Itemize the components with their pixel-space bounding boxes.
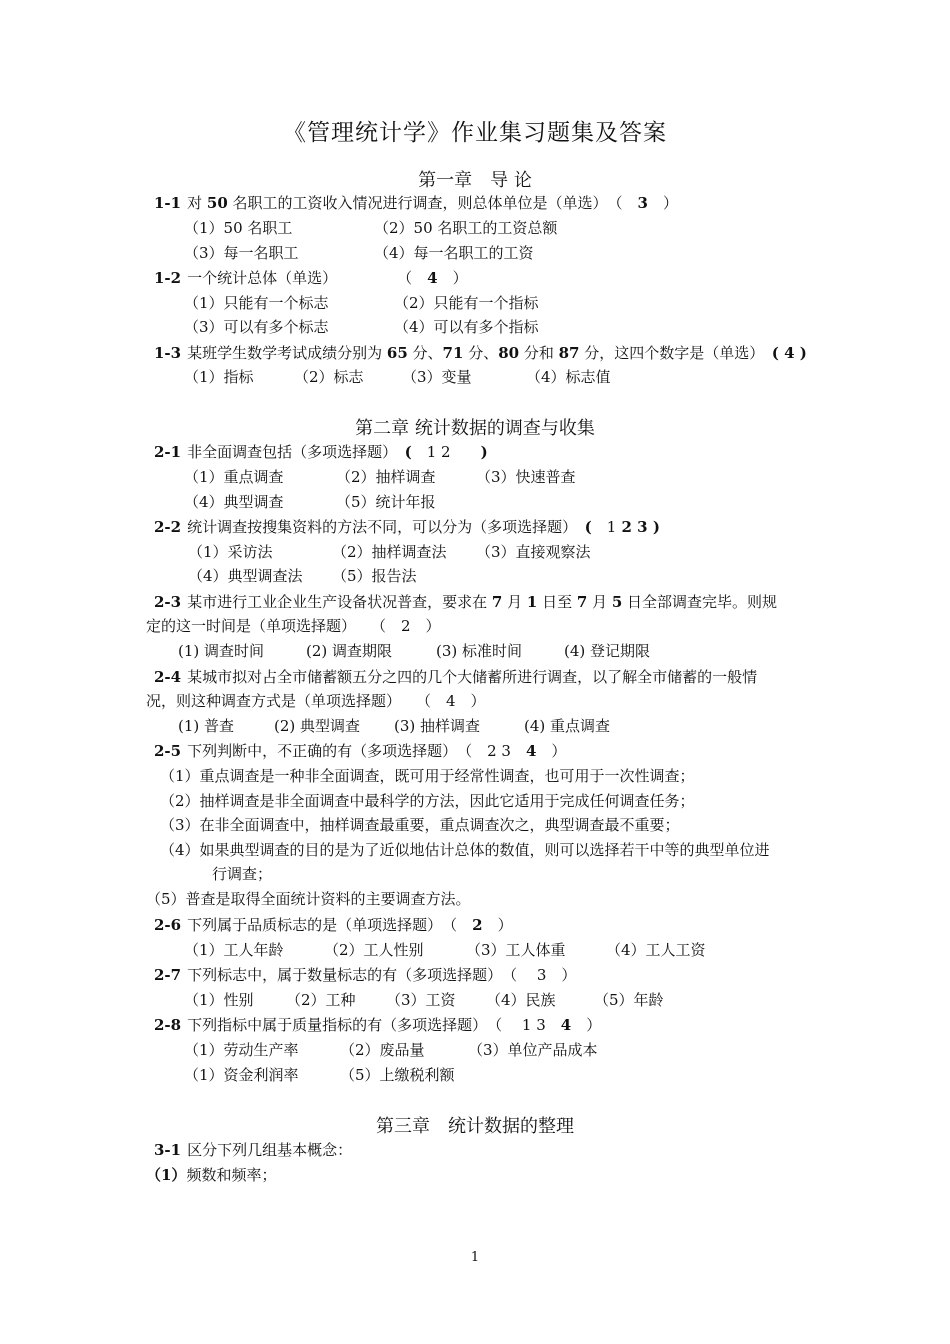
options-row: （1）只能有一个标志 （2）只能有一个指标 <box>184 294 539 312</box>
options-row: （1）资金利润率 （5）上缴税利额 <box>184 1066 455 1084</box>
sub-question: （1）频数和频率； <box>146 1166 277 1184</box>
statement: （2）抽样调查是非全面调查中最科学的方法，因此它适用于完成任何调查任务； <box>160 792 695 810</box>
answer: ( 4 ) <box>771 344 807 362</box>
options-row: （3）可以有多个标志 （4）可以有多个指标 <box>184 318 539 336</box>
question-2-4-continued: 况，则这种调查方式是（单项选择题） （ 4 ） <box>146 692 486 710</box>
chapter-3-heading: 第三章 统计数据的整理 <box>376 1116 574 1137</box>
options-row: (1) 调查时间 (2) 调查期限 (3) 标准时间 (4) 登记期限 <box>178 642 651 660</box>
options-row: （3）每一名职工 （4）每一名职工的工资 <box>184 244 534 262</box>
statement-continued: 行调查； <box>212 865 273 883</box>
question-3-1: 3-1 区分下列几组基本概念： <box>154 1141 353 1159</box>
answer: 2 <box>472 916 483 934</box>
answer: 1 <box>591 518 617 536</box>
statement: （5）普查是取得全面统计资料的主要调查方法。 <box>146 890 471 908</box>
question-1-1: 1-1 对 50 名职工的工资收入情况进行调查，则总体单位是（单选） （ 3 ） <box>154 194 678 212</box>
answer: 3 <box>637 194 648 212</box>
options-row: （4）典型调查法 （5）报告法 <box>188 567 417 585</box>
options-row: （1）50 名职工 （2）50 名职工的工资总额 <box>184 219 558 237</box>
question-2-3-continued: 定的这一时间是（单项选择题） （ 2 ） <box>146 617 441 635</box>
options-row: （1）性别 （2）工种 （3）工资 （4）民族 （5）年龄 <box>184 991 664 1009</box>
question-2-5: 2-5 下列判断中，不正确的有（多项选择题） （ 2 3 4 ） <box>154 742 567 760</box>
chapter-2-heading: 第二章 统计数据的调查与收集 <box>355 418 595 439</box>
options-row: （1）采访法 （2）抽样调查法 （3）直接观察法 <box>188 543 591 561</box>
question-2-8: 2-8 下列指标中属于质量指标的有（多项选择题） （ 1 3 4 ） <box>154 1016 602 1034</box>
statement: （1）重点调查是一种非全面调查，既可用于经常性调查，也可用于一次性调查； <box>160 767 695 785</box>
question-2-7: 2-7 下列标志中，属于数量标志的有（多项选择题） （ 3 ） <box>154 966 577 984</box>
options-row: (1) 普查 (2) 典型调查 (3) 抽样调查 (4) 重点调查 <box>178 717 611 735</box>
statement: （4）如果典型调查的目的是为了近似地估计总体的数值，则可以选择若干中等的典型单位进 <box>160 841 770 859</box>
document-title: 《管理统计学》作业集习题集及答案 <box>283 120 667 146</box>
question-1-3: 1-3 某班学生数学考试成绩分别为 65 分、71 分、80 分和 87 分，这四个数字是（单选） ( 4 ) <box>154 344 807 362</box>
answer: 4 <box>525 742 537 760</box>
options-row: （1）劳动生产率 （2）废品量 （3）单位产品成本 <box>184 1041 598 1059</box>
chapter-1-heading: 第一章 导 论 <box>418 170 532 191</box>
answer: 4 <box>427 269 438 287</box>
question-2-6: 2-6 下列属于品质标志的是（单项选择题） （ 2 ） <box>154 916 513 934</box>
options-row: （4）典型调查 （5）统计年报 <box>184 493 436 511</box>
question-2-1: 2-1 非全面调查包括（多项选择题） ( 1 2 ) <box>154 443 488 461</box>
question-2-2: 2-2 统计调查按搜集资料的方法不同，可以分为（多项选择题） ( 1 2 3 ) <box>154 518 660 536</box>
answer: 1 2 <box>411 443 481 461</box>
question-2-4: 2-4 某城市拟对占全市储蓄额五分之四的几个大储蓄所进行调查，以了解全市储蓄的一般情 <box>154 668 758 686</box>
options-row: （1）重点调查 （2）抽样调查 （3）快速普查 <box>184 468 576 486</box>
options-row: （1）指标 （2）标志 （3）变量 （4）标志值 <box>184 368 611 386</box>
answer: 4 <box>560 1016 572 1034</box>
question-1-2: 1-2 一个统计总体（单选） （ 4 ） <box>154 269 468 287</box>
statement: （3）在非全面调查中，抽样调查最重要，重点调查次之，典型调查最不重要； <box>160 816 680 834</box>
page-number: 1 <box>470 1250 480 1265</box>
question-2-3: 2-3 某市进行工业企业生产设备状况普查，要求在 7 月 1 日至 7 月 5 日全部调查完毕。则规 <box>154 593 778 611</box>
options-row: （1）工人年龄 （2）工人性别 （3）工人体重 （4）工人工资 <box>184 941 706 959</box>
